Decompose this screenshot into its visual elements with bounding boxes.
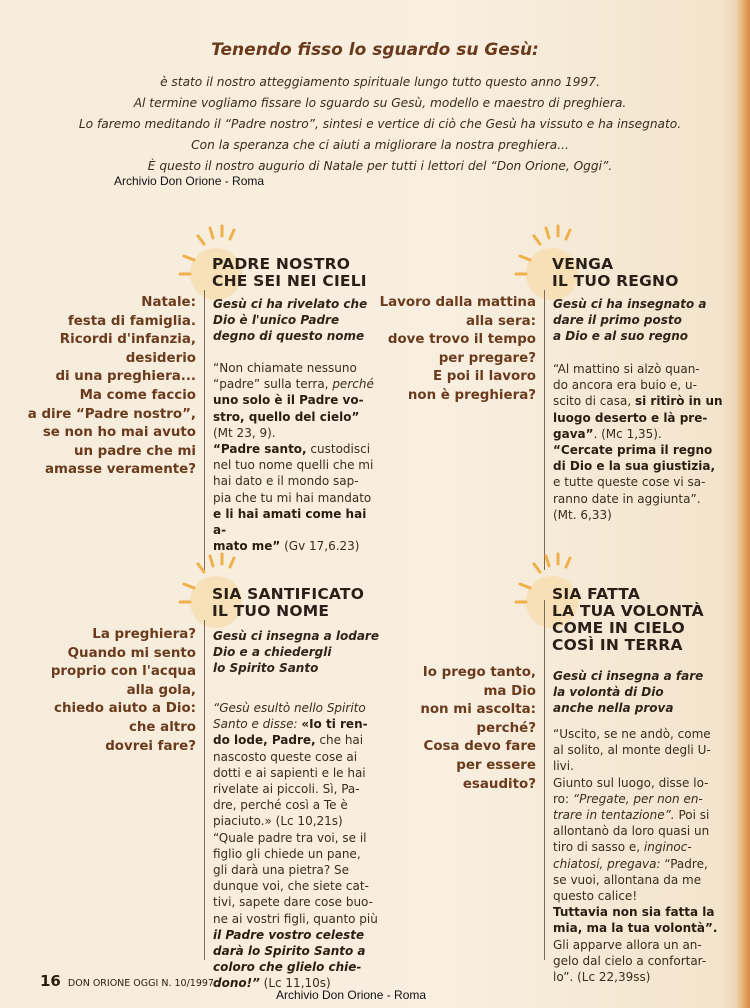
question-line: Natale:: [141, 295, 196, 310]
question-line: amasse veramente?: [45, 462, 196, 478]
question-line: per pregare?: [438, 350, 536, 366]
question-line: E poi il lavoro: [432, 369, 536, 385]
publication-name: DON ORIONE OGGI N. 10/1997: [67, 978, 214, 989]
question-line: non è preghiera?: [407, 387, 536, 403]
question-line: esaudito?: [462, 776, 536, 792]
heading-padre-nostro: [212, 256, 367, 290]
question-line: proprio con l'acqua: [50, 664, 196, 680]
page-title: Tenendo fisso lo sguardo su Gesù:: [211, 40, 539, 60]
question-line: un padre che mi: [73, 443, 196, 459]
question-line: Io prego tanto,: [422, 665, 536, 680]
question-block-3: [20, 626, 196, 756]
subhead-line: anche nella prova: [553, 701, 674, 715]
question-block-2: [360, 294, 536, 406]
question-line: Lavoro dalla mattina: [379, 295, 536, 310]
subhead-line: a Dio e al suo regno: [553, 329, 689, 343]
heading-venga-il-tuo-regno: [552, 256, 679, 290]
heading-line: COSÌ IN TERRA: [552, 636, 683, 654]
question-line: se non ho mai avuto: [42, 425, 196, 441]
body-text-3: “Gesù esultò nello Spirito Santo e disse: «Io ti ren- do lode, Padre, che hai nascosto queste cose ai dotti e ai sapienti e le hai rivelate ai piccoli. Sì, Pa- dre, perché così a Te è piaciuto.» (Lc 10,21s) “Quale padre tra voi, se il figlio gli chiede un pane, gli darà una pietra? Se dunque voi, che siete cat- tivi, sapete dare cose buo- ne ai vostri figli, quanto più il Padre vostro celeste darà lo Spirito Santo a coloro che glielo chie- dono!” (Lc 11,10s): [213, 701, 378, 991]
question-line: Cosa devo fare: [423, 739, 536, 755]
heading-sia-fatta: [552, 586, 704, 654]
divider-line: [204, 620, 205, 960]
question-line: Ma come faccio: [79, 387, 196, 403]
subhead-line: la volontà di Dio: [553, 685, 664, 699]
subhead-1: [213, 296, 373, 344]
body-text-4: “Uscito, se ne andò, come al solito, al monte degli U- livi. Giunto sul luogo, disse lo- ro: “Pregate, per non en- trare in tentazione”. Poi si allontanò da loro quasi un tiro di sasso e, inginoc- chiatosi, pregava: “Padre, se vuoi, allontana da me questo calice! Tuttavia non sia fatta la mia, ma la tua volontà”. Gli apparve allora un an- gelo dal cielo a confortar- lo”. (Lc 22,39ss): [553, 727, 718, 985]
question-line: ma Dio: [483, 683, 536, 699]
question-block-1: [20, 294, 196, 480]
subhead-line: lo Spirito Santo: [213, 661, 319, 675]
question-line: chiedo aiuto a Dio:: [54, 701, 196, 717]
question-line: a dire “Padre nostro”,: [27, 406, 196, 422]
heading-line: IL TUO NOME: [212, 602, 330, 620]
subhead-line: Gesù ci insegna a lodare: [213, 629, 379, 643]
archive-stamp-top: Archivio Don Orione - Roma: [114, 174, 265, 188]
intro-line: Al termine vogliamo fissare lo sguardo su Gesù, modello e maestro di preghiera.: [133, 96, 627, 110]
question-line: alla sera:: [466, 313, 536, 329]
heading-line: SIA SANTIFICATO: [212, 585, 365, 603]
subhead-line: Dio è l'unico Padre: [213, 313, 340, 327]
question-line: perché?: [476, 720, 536, 736]
question-line: dovrei fare?: [105, 738, 196, 754]
heading-line: VENGA: [552, 255, 614, 273]
intro-line: Lo faremo meditando il “Padre nostro”, sintesi e vertice di ciò che Gesù ha vissuto e ha insegnato.: [78, 117, 682, 131]
question-line: Ricordi d'infanzia,: [59, 332, 196, 348]
subhead-line: Dio e a chiedergli: [213, 645, 332, 659]
page-number: 16: [40, 972, 61, 990]
question-line: di una preghiera...: [55, 369, 196, 385]
page-footer: [40, 972, 214, 990]
question-line: per essere: [456, 757, 536, 773]
heading-line: IL TUO REGNO: [552, 272, 679, 290]
heading-sia-santificato: [212, 586, 364, 620]
question-line: alla gola,: [126, 682, 196, 698]
subhead-2: [553, 296, 723, 344]
question-line: dove trovo il tempo: [387, 332, 536, 348]
archive-stamp-bottom: Archivio Don Orione - Roma: [276, 988, 427, 1002]
intro-text: [60, 72, 700, 177]
body-text-2: “Al mattino si alzò quan- do ancora era buio e, u- scito di casa, si ritirò in un luogo deserto e là pre- gava”. (Mc 1,35). “Cercate prima il regno di Dio e la sua giustizia, e tutte queste cose vi sa- ranno date in aggiunta”. (Mt. 6,33): [553, 362, 723, 522]
question-line: desiderio: [125, 350, 196, 366]
heading-line: CHE SEI NEI CIELI: [212, 272, 367, 290]
subhead-line: degno di questo nome: [213, 329, 365, 343]
question-line: La preghiera?: [92, 627, 196, 642]
intro-line: è stato il nostro atteggiamento spirituale lungo tutto questo anno 1997.: [160, 75, 600, 89]
divider-line: [204, 290, 205, 570]
question-line: festa di famiglia.: [67, 313, 196, 329]
question-line: Quando mi sento: [67, 645, 196, 661]
body-text-1: “Non chiamate nessuno “padre” sulla terra, perché uno solo è il Padre vo- stro, quello del cielo” (Mt 23, 9). “Padre santo, custodisci nel tuo nome quelli che mi hai dato e il mondo sap- pia che tu mi hai mandato e li hai amati come hai a- mato me” (Gv 17,6.23): [213, 361, 374, 554]
question-block-4: [360, 664, 536, 794]
subhead-line: dare il primo posto: [553, 313, 682, 327]
subhead-4: [553, 668, 723, 716]
subhead-3: [213, 628, 383, 676]
subhead-line: Gesù ci insegna a fare: [553, 669, 704, 683]
divider-line: [544, 290, 545, 570]
subhead-line: Gesù ci ha rivelato che: [213, 297, 368, 311]
intro-line: È questo il nostro augurio di Natale per tutti i lettori del “Don Orione, Oggi”.: [147, 159, 613, 173]
heading-line: SIA FATTA: [552, 585, 641, 603]
question-line: che altro: [128, 719, 196, 735]
heading-line: COME IN CIELO: [552, 619, 685, 637]
intro-line: Con la speranza che ci aiuti a migliorare la nostra preghiera...: [191, 138, 569, 152]
question-line: non mi ascolta:: [420, 702, 536, 718]
heading-line: LA TUA VOLONTÀ: [552, 602, 704, 620]
subhead-line: Gesù ci ha insegnato a: [553, 297, 707, 311]
page-edge: [736, 0, 750, 1008]
divider-line: [544, 600, 545, 960]
heading-line: PADRE NOSTRO: [212, 255, 351, 273]
